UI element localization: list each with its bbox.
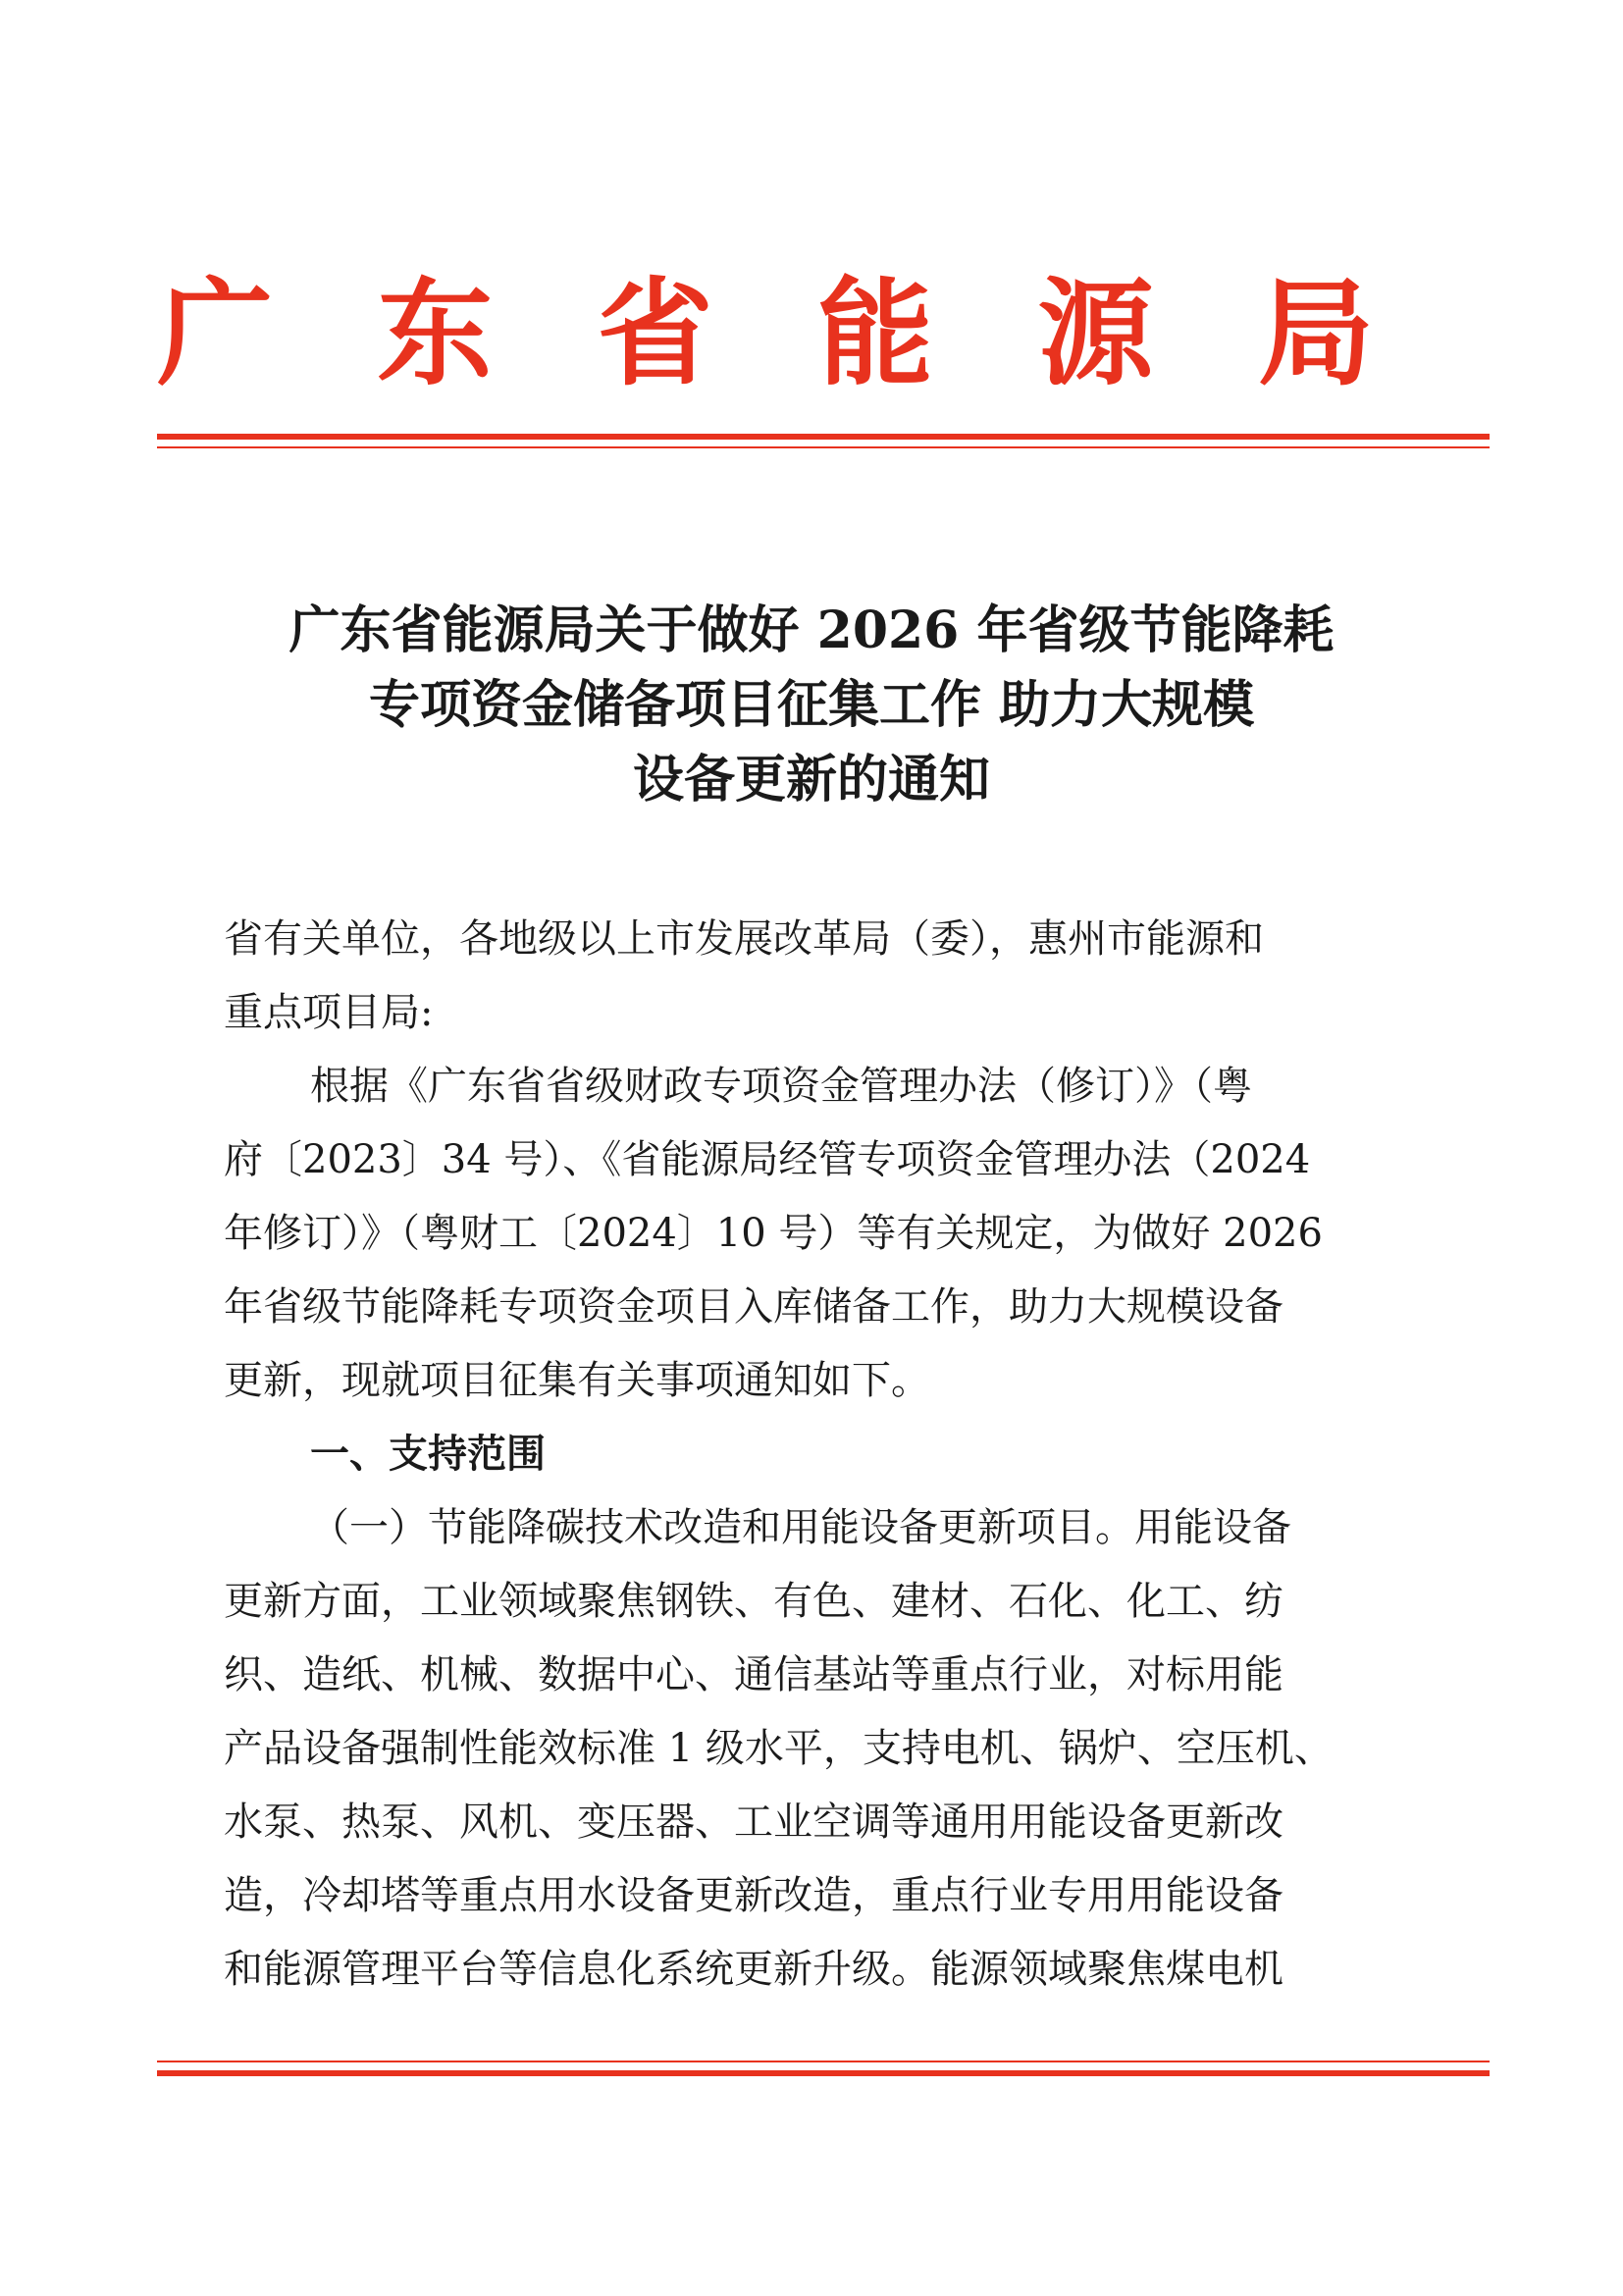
header-char: 局 [1257,265,1374,401]
issuing-authority-header [157,265,1374,402]
paragraph-line: 府〔2023〕34 号）、《省能源局经管专项资金管理办法（2024 [224,1137,1311,1182]
title-line: 广东省能源局关于做好 2026 年省级节能降耗 [288,600,1335,660]
addressee-line: 省有关单位，各地级以上市发展改革局（委），惠州市能源和 [224,916,1264,962]
header-char: 东 [377,265,494,401]
paragraph-line: 更新方面，工业领域聚焦钢铁、有色、建材、石化、化工、纺 [224,1579,1283,1624]
paragraph-line: 织、造纸、机械、数据中心、通信基站等重点行业，对标用能 [224,1652,1283,1697]
footer-rule-thick [157,2070,1490,2076]
title-line: 设备更新的通知 [632,750,990,809]
paragraph-line: 产品设备强制性能效标准 1 级水平，支持电机、锅炉、空压机、 [224,1726,1334,1771]
footer-rule-thin [157,2061,1490,2062]
header-char: 源 [1037,265,1154,401]
document-title [157,594,1466,817]
header-rule-thin [157,446,1490,448]
title-line: 专项资金储备项目征集工作 助力大规模 [368,675,1255,735]
header-rule-thick [157,434,1490,440]
addressee-line: 重点项目局: [224,990,434,1035]
paragraph-line: （一）节能降碳技术改造和用能设备更新项目。用能设备 [310,1505,1291,1550]
paragraph-line: 年修订）》（粤财工〔2024〕10 号）等有关规定，为做好 2026 [224,1211,1323,1256]
paragraph-line: 年省级节能降耗专项资金项目入库储备工作，助力大规模设备 [224,1284,1283,1330]
paragraph-line: 更新，现就项目征集有关事项通知如下。 [224,1358,930,1403]
paragraph-line: 和能源管理平台等信息化系统更新升级。能源领域聚焦煤电机 [224,1947,1283,1992]
paragraph-line: 造，冷却塔等重点用水设备更新改造，重点行业专用用能设备 [224,1873,1283,1918]
header-char: 能 [817,265,934,401]
paragraph-line: 水泵、热泵、风机、变压器、工业空调等通用用能设备更新改 [224,1800,1283,1845]
paragraph-line: 根据《广东省省级财政专项资金管理办法（修订）》（粤 [310,1064,1252,1109]
section-heading: 一、支持范围 [310,1432,546,1477]
header-char: 省 [597,265,713,401]
header-char: 广 [157,265,274,401]
document-body [224,903,1411,2007]
